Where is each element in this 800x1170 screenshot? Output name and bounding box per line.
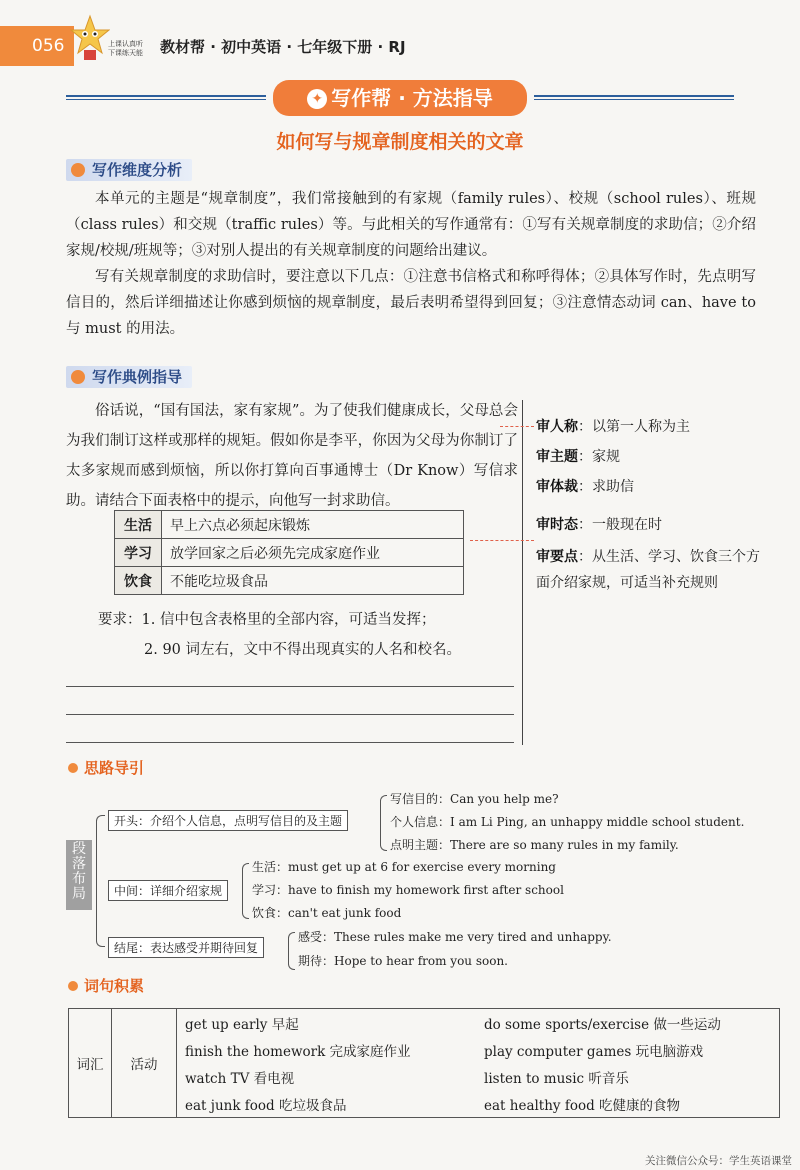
note-topic: 审主题：家规 xyxy=(536,449,620,465)
table-row: 饮食 不能吃垃圾食品 xyxy=(115,567,464,595)
side-label: 段落布局 xyxy=(66,840,92,910)
connector xyxy=(470,540,534,541)
note-person: 审人称：以第一人称为主 xyxy=(536,419,690,435)
table-row: 学习 放学回家之后必须先完成家庭作业 xyxy=(115,539,464,567)
banner-title: ✦ 写作帮 · 方法指导 xyxy=(273,80,527,116)
table-row: eat junk food 吃垃圾食品 eat healthy food 吃健康的食物 xyxy=(69,1090,780,1118)
note-tense: 审时态：一般现在时 xyxy=(536,517,662,533)
connector xyxy=(500,426,534,427)
section-heading-outline: 思路导引 xyxy=(66,757,154,779)
outline-brace xyxy=(96,815,105,947)
section-icon xyxy=(71,163,85,177)
banner-rule-right xyxy=(534,95,734,100)
requirement-1: 要求：1. 信中包含表格里的全部内容，可适当发挥； xyxy=(98,612,436,628)
vocab-category: 词汇 xyxy=(69,1009,112,1118)
page-number: 056 xyxy=(0,26,74,66)
section-icon xyxy=(71,370,85,384)
outline-brace xyxy=(288,932,295,970)
note-points: 审要点：从生活、学习、饮食三个方面介绍家规，可适当补充规则 xyxy=(536,549,760,591)
outline-item: 感受：These rules make me very tired and unhappy. xyxy=(298,930,612,944)
outline-item: 个人信息：I am Li Ping, an unhappy middle school student. xyxy=(390,815,745,829)
table-row: 词汇 活动 get up early 早起 do some sports/exercise 做一些运动 xyxy=(69,1009,780,1037)
section-heading-example: 写作典例指导 xyxy=(66,366,192,388)
page-header xyxy=(0,0,800,60)
lightbulb-icon: ✦ xyxy=(307,89,327,109)
outline-item: 期待：Hope to hear from you soon. xyxy=(298,954,508,968)
mascot-icon xyxy=(70,14,110,64)
section-icon xyxy=(68,981,78,991)
analysis-paragraph: 本单元的主题是“规章制度”，我们常接触到的有家规（family rules）、校规（school rules）、班规（class rules）和交规（traffic rules）等。与此相关的写作通常有：①写有关规章制度的求助信；②介绍家规/校规/班规等；③对别人提出的有关规章制度的问题给出建议。 xyxy=(66,191,756,259)
outline-item: 写信目的：Can you help me? xyxy=(390,792,559,806)
table-row: 生活 早上六点必须起床锻炼 xyxy=(115,511,464,539)
outline-box-opening: 开头：介绍个人信息，点明写信目的及主题 xyxy=(108,810,348,831)
vocab-table xyxy=(68,1008,780,1118)
section-heading-analysis: 写作维度分析 xyxy=(66,159,192,181)
outline-box-middle: 中间：详细介绍家规 xyxy=(108,880,228,901)
section-heading-vocab: 词句积累 xyxy=(66,975,154,997)
divider xyxy=(522,400,523,745)
mascot-slogan: 上课认真听 下课练天能 xyxy=(108,40,143,57)
outline-item: 生活：must get up at 6 for exercise every morning xyxy=(252,860,556,874)
note-genre: 审体裁：求助信 xyxy=(536,479,634,495)
outline-item: 饮食：can't eat junk food xyxy=(252,906,402,920)
writing-line xyxy=(66,686,514,687)
writing-prompt: 俗话说，“国有国法，家有家规”。为了使我们健康成长，父母总会为我们制订这样或那样的规矩。假如你是李平，你因为父母为你制订了太多家规而感到烦恼，所以你打算向百事通博士（Dr Know）写信求助。请结合下面表格中的提示，向他写一封求助信。 xyxy=(66,403,518,509)
footer-note: 关注微信公众号：学生英语课堂 xyxy=(645,1155,792,1167)
rules-table xyxy=(114,510,464,595)
analysis-text xyxy=(66,186,756,342)
table-row: finish the homework 完成家庭作业 play computer games 玩电脑游戏 xyxy=(69,1036,780,1063)
writing-line xyxy=(66,742,514,743)
table-row: watch TV 看电视 listen to music 听音乐 xyxy=(69,1063,780,1090)
section-icon xyxy=(68,763,78,773)
analysis-paragraph: 写有关规章制度的求助信时，要注意以下几点：①注意书信格式和称呼得体；②具体写作时，先点明写信目的，然后详细描述让你感到烦恼的规章制度，最后表明希望得到回复；③注意情态动词 can、have to 与 must 的用法。 xyxy=(66,269,756,337)
outline-item: 点明主题：There are so many rules in my family. xyxy=(390,838,679,852)
outline-item: 学习：have to finish my homework first after school xyxy=(252,883,564,897)
outline-box-ending: 结尾：表达感受并期待回复 xyxy=(108,937,264,958)
outline-brace xyxy=(242,863,249,919)
requirement-2: 2. 90 词左右，文中不得出现真实的人名和校名。 xyxy=(144,642,462,658)
page-subtitle: 如何写与规章制度相关的文章 xyxy=(276,131,524,153)
writing-line xyxy=(66,714,514,715)
banner-rule-left xyxy=(66,95,266,100)
book-title: 教材帮 · 初中英语 · 七年级下册 · RJ xyxy=(160,38,406,56)
outline-brace xyxy=(380,795,387,851)
vocab-subcategory: 活动 xyxy=(112,1009,177,1118)
